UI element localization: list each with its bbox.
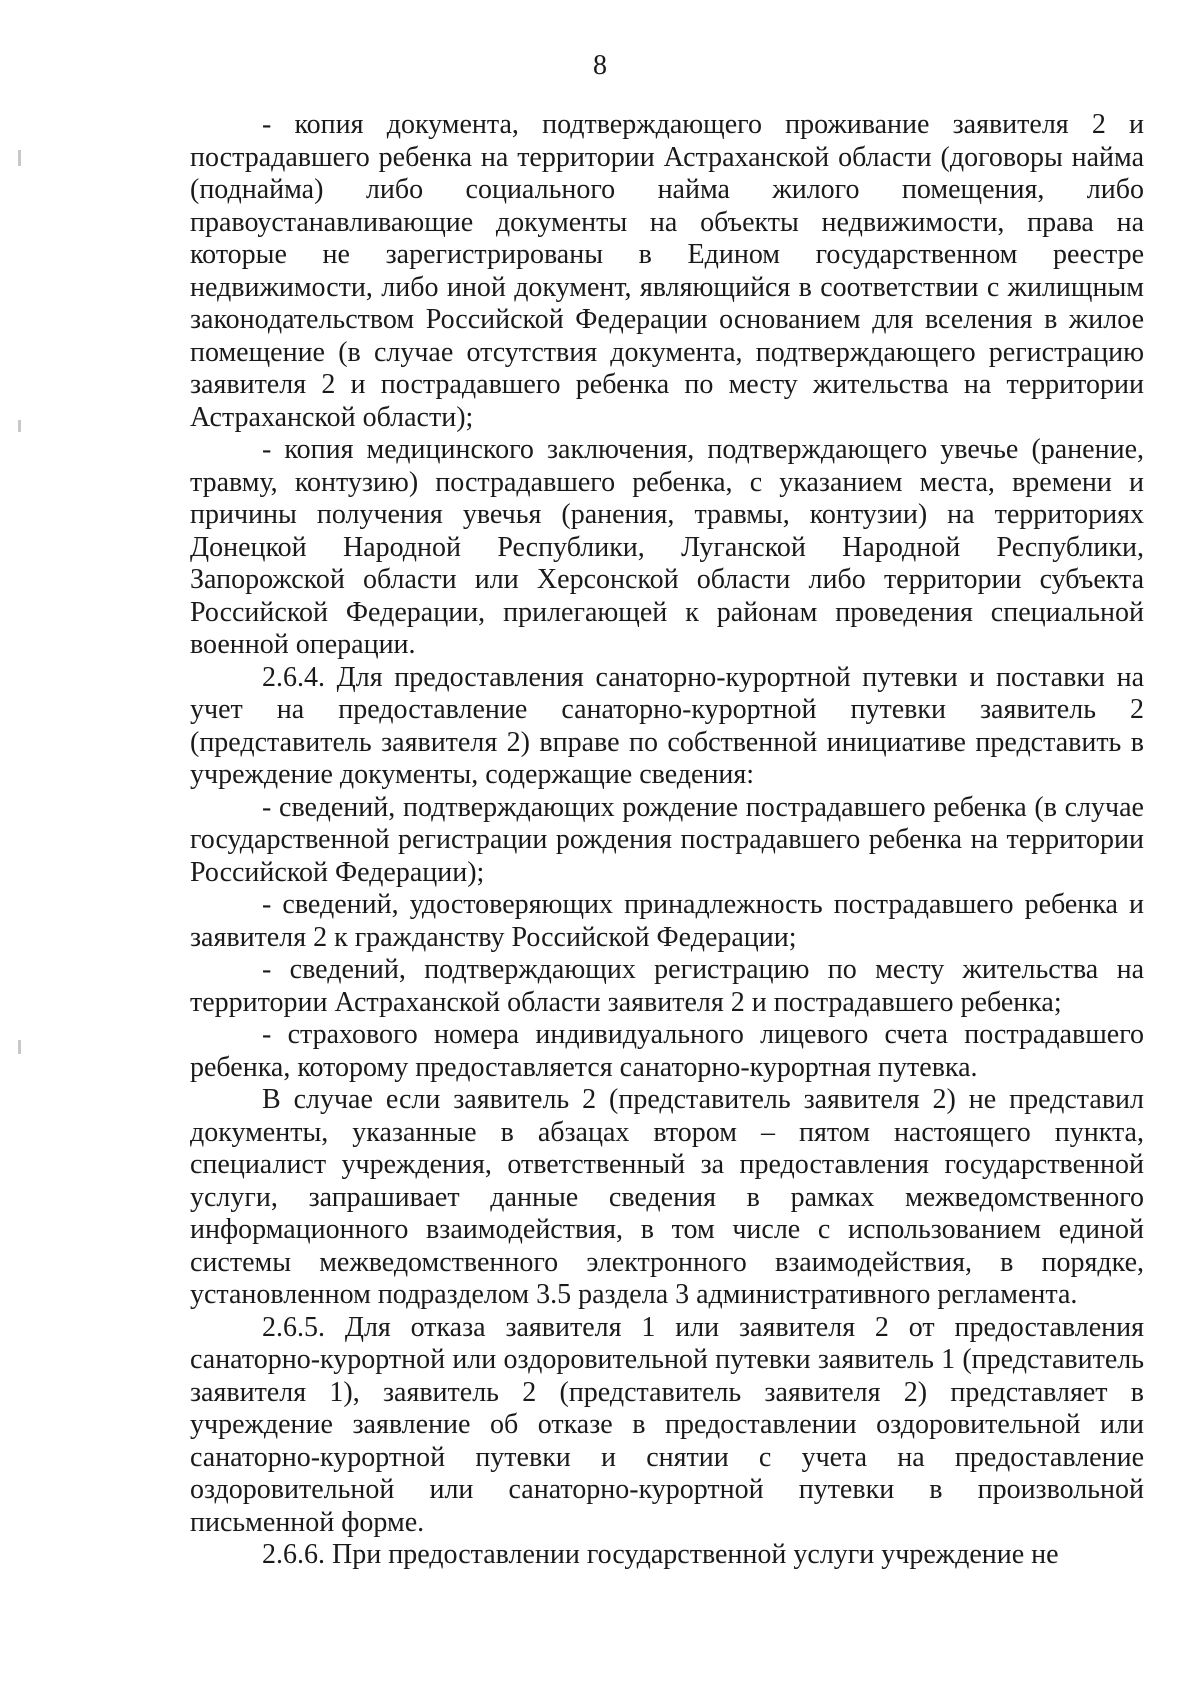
paragraph-2-6-4: 2.6.4. Для предоставления санаторно-курортной путевки и поставки на учет на предоставление санаторно-курортной путевки заявитель 2 (представитель заявителя 2) вправе по собственной инициативе представить в учреждение документы, содержащие сведения: [190, 661, 1144, 790]
paragraph-interagency-request: В случае если заявитель 2 (представитель заявителя 2) не представил документы, указанные в абзацах втором – пятом настоящего пункта, специалист учреждения, ответственный за предоставления государственной услуги, запрашивает данные сведения в рамках межведомственного информационного взаимодействия, в том числе с использованием единой системы межведомственного электронного взаимодействия, в порядке, установленном подразделом 3.5 раздела 3 административного регламента. [190, 1084, 1144, 1310]
paragraph-residence-document: - копия документа, подтверждающего проживание заявителя 2 и пострадавшего ребенка на территории Астраханской области (договоры найма (поднайма) либо социального найма жилого помещения, либо правоустанавливающие документы на объекты недвижимости, права на которые не зарегистрированы в Едином государственном реестре недвижимости, либо иной документ, являющийся в соответствии с жилищным законодательством Российской Федерации основанием для вселения в жилое помещение (в случае отсутствия документа, подтверждающего регистрацию заявителя 2 и пострадавшего ребенка по месту жительства на территории Астраханской области); [190, 109, 1144, 433]
paragraph-2-6-6: 2.6.6. При предоставлении государственной услуги учреждение не [262, 1539, 1059, 1570]
paragraph-medical-report: - копия медицинского заключения, подтверждающего увечье (ранение, травму, контузию) пострадавшего ребенка, с указанием места, времени и причины получения увечья (ранения, травмы, контузии) на территориях Донецкой Народной Республики, Луганской Народной Республики, Запорожской области или Херсонской области либо территории субъекта Российской Федерации, прилегающей к районам проведения специальной военной операции. [190, 434, 1144, 660]
paragraph-birth-info: - сведений, подтверждающих рождение пострадавшего ребенка (в случае государственной регистрации рождения пострадавшего ребенка на территории Российской Федерации); [190, 791, 1144, 888]
document-body [190, 109, 1144, 1572]
page-number: 8 [593, 50, 607, 81]
paragraph-insurance-number: - страхового номера индивидуального лицевого счета пострадавшего ребенка, которому предоставляется санаторно-курортная путевка. [190, 1019, 1144, 1083]
scan-margin-mark [18, 1040, 21, 1054]
scan-margin-mark [18, 420, 21, 432]
paragraph-citizenship-info: - сведений, удостоверяющих принадлежность пострадавшего ребенка и заявителя 2 к гражданству Российской Федерации; [190, 889, 1144, 953]
paragraph-2-6-5: 2.6.5. Для отказа заявителя 1 или заявителя 2 от предоставления санаторно-курортной или оздоровительной путевки заявитель 1 (представитель заявителя 1), заявитель 2 (представитель заявителя 2) представляет в учреждение заявление об отказе в предоставлении оздоровительной или санаторно-курортной путевки и снятии с учета на предоставление оздоровительной или санаторно-курортной путевки в произвольной письменной форме. [190, 1311, 1144, 1538]
paragraph-registration-info: - сведений, подтверждающих регистрацию по месту жительства на территории Астраханской области заявителя 2 и пострадавшего ребенка; [190, 954, 1144, 1018]
scan-margin-mark [18, 150, 21, 166]
